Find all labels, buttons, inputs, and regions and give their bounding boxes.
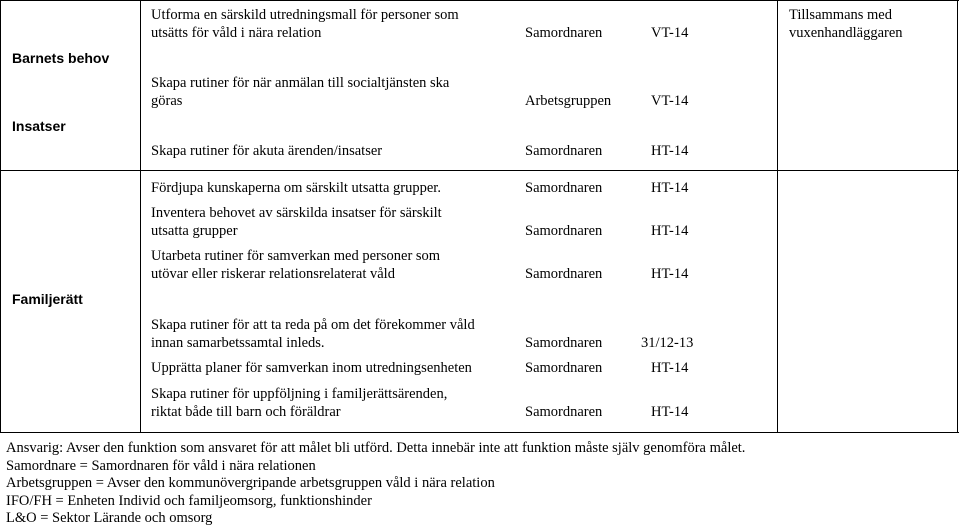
followup-header-line2: vuxenhandläggaren [789, 25, 903, 41]
time-cell: HT-14 [651, 404, 689, 420]
time-cell: VT-14 [651, 25, 689, 41]
time-cell: VT-14 [651, 93, 689, 109]
task-text: Skapa rutiner för akuta ärenden/insatser [151, 143, 383, 159]
note-ifo-fh: IFO/FH = Enheten Individ och familjeomsorg, funktionshinder [6, 492, 372, 509]
task-text: Skapa rutiner för att ta reda på om det förekommer våld [151, 317, 475, 333]
table-border-top [0, 0, 959, 1]
task-text: Utarbeta rutiner för samverkan med personer som [151, 248, 441, 264]
task-text: utövar eller riskerar relationsrelaterat våld [151, 266, 395, 282]
note-arbetsgruppen: Arbetsgruppen = Avser den kommunövergripande arbetsgruppen våld i nära relation [6, 475, 495, 491]
note-lo: L&O = Sektor Lärande och omsorg [6, 510, 213, 526]
responsible-cell: Samordnaren [525, 404, 603, 420]
task-text: Utforma en särskild utredningsmall för personer som [151, 7, 459, 23]
responsible-cell: Samordnaren [525, 223, 603, 239]
task-text: Fördjupa kunskaperna om särskilt utsatta grupper. [151, 180, 441, 196]
responsible-cell: Samordnaren [525, 180, 603, 196]
category-column-divider [140, 0, 141, 433]
responsible-cell: Samordnaren [525, 25, 603, 41]
category-barnets-behov: Barnets behov [12, 50, 110, 66]
task-text: Upprätta planer för samverkan inom utredningsenheten [151, 360, 472, 376]
task-text: göras [151, 93, 183, 109]
time-cell: 31/12-13 [641, 335, 694, 351]
followup-header-line1: Tillsammans med [789, 7, 892, 23]
responsible-cell: Arbetsgruppen [525, 93, 612, 109]
time-cell: HT-14 [651, 180, 689, 196]
task-text: Skapa rutiner för när anmälan till socialtjänsten ska [151, 75, 450, 91]
responsible-cell: Samordnaren [525, 143, 603, 159]
time-cell: HT-14 [651, 223, 689, 239]
responsible-cell: Samordnaren [525, 335, 603, 351]
note-ansvarig: Ansvarig: Avser den funktion som ansvaret för att målet bli utförd. Detta innebär inte att funktion måste själv genomföra målet. [6, 440, 746, 456]
task-text: Inventera behovet av särskilda insatser för särskilt [151, 205, 442, 221]
task-text: Skapa rutiner för uppföljning i familjerättsärenden, [151, 386, 448, 402]
row-divider-insatser [0, 170, 959, 171]
time-cell: HT-14 [651, 143, 689, 159]
followup-column-divider [777, 0, 778, 433]
responsible-cell: Samordnaren [525, 360, 603, 376]
responsible-cell: Samordnaren [525, 266, 603, 282]
task-text: riktat både till barn och föräldrar [151, 404, 341, 420]
table-border-left [0, 0, 1, 433]
task-text: utsatta grupper [151, 223, 238, 239]
category-insatser: Insatser [12, 118, 66, 134]
table-border-right [957, 0, 958, 433]
note-samordnare: Samordnare = Samordnaren för våld i nära relationen [6, 457, 316, 474]
category-familjeratt: Familjerätt [12, 291, 83, 307]
task-text: utsätts för våld i nära relation [151, 25, 322, 41]
table-border-bottom [0, 432, 959, 433]
time-cell: HT-14 [651, 360, 689, 376]
task-text: innan samarbetssamtal inleds. [151, 335, 325, 351]
legend-notes [6, 440, 745, 528]
time-cell: HT-14 [651, 266, 689, 282]
